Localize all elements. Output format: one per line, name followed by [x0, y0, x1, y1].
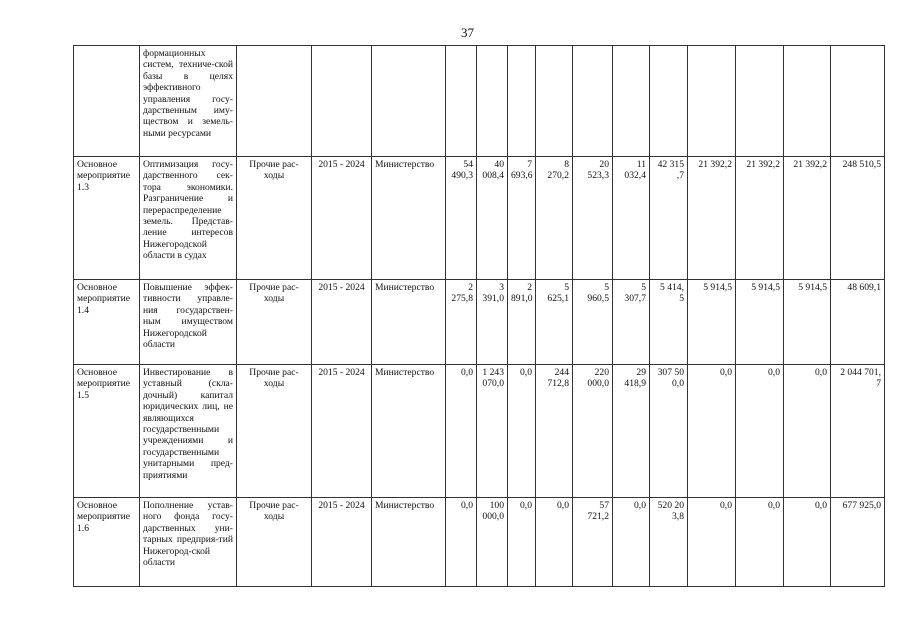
value-cell: 2 275,8: [446, 280, 477, 365]
value-cell: 5 914,5: [784, 280, 831, 365]
value-cell: 0,0: [736, 365, 784, 498]
expense-type-cell: Прочие рас- ходы: [237, 157, 312, 280]
executor-cell: Министерство: [372, 498, 446, 587]
value-cell: 5 307,7: [613, 280, 650, 365]
activity-name-cell: Пополнение устав-ного фонда госу-дарственных уни-тарных предприя-тий Нижегород-ской области: [140, 498, 237, 587]
value-cell: 220 000,0: [573, 365, 613, 498]
value-cell: 5 414, 5: [650, 280, 688, 365]
executor-cell: Министерство: [372, 157, 446, 280]
value-cell: [536, 46, 573, 157]
value-cell: 20 523,3: [573, 157, 613, 280]
budget-table: [73, 45, 885, 587]
activity-name-cell: формационных систем, техниче-ской базы в целях эффективного управления госу-дарственным иму-ществом и земель-ными ресурсами: [140, 46, 237, 157]
value-cell: [446, 46, 477, 157]
activity-code-cell: [74, 46, 140, 157]
value-cell: 0,0: [613, 498, 650, 587]
activity-name-cell: Оптимизация госу-дарственного сек-тора экономики. Разграничение и перераспределение земель. Представ-ление интересов Нижегородской области в судах: [140, 157, 237, 280]
value-cell: 21 392,2: [688, 157, 736, 280]
total-cell: 248 510,5: [831, 157, 885, 280]
value-cell: 0,0: [688, 365, 736, 498]
value-cell: 29 418,9: [613, 365, 650, 498]
value-cell: [477, 46, 508, 157]
period-cell: 2015 - 2024: [312, 157, 372, 280]
value-cell: 54 490,3: [446, 157, 477, 280]
value-cell: [784, 46, 831, 157]
activity-code-cell: Основное мероприятие 1.4: [74, 280, 140, 365]
value-cell: 5 960,5: [573, 280, 613, 365]
activity-code-cell: Основное мероприятие 1.3: [74, 157, 140, 280]
value-cell: 40 008,4: [477, 157, 508, 280]
value-cell: 5 625,1: [536, 280, 573, 365]
value-cell: [688, 46, 736, 157]
value-cell: [613, 46, 650, 157]
total-cell: 48 609,1: [831, 280, 885, 365]
total-cell: 677 925,0: [831, 498, 885, 587]
value-cell: 0,0: [784, 365, 831, 498]
value-cell: [508, 46, 536, 157]
expense-type-cell: Прочие рас- ходы: [237, 280, 312, 365]
value-cell: 2 891,0: [508, 280, 536, 365]
value-cell: 21 392,2: [784, 157, 831, 280]
value-cell: 244 712,8: [536, 365, 573, 498]
total-cell: 2 044 701, 7: [831, 365, 885, 498]
activity-code-cell: Основное мероприятие 1.5: [74, 365, 140, 498]
activity-code-cell: Основное мероприятие 1.6: [74, 498, 140, 587]
period-cell: 2015 - 2024: [312, 498, 372, 587]
value-cell: 3 391,0: [477, 280, 508, 365]
value-cell: 21 392,2: [736, 157, 784, 280]
table-row: [74, 365, 885, 498]
executor-cell: [372, 46, 446, 157]
value-cell: 0,0: [784, 498, 831, 587]
value-cell: 5 914,5: [736, 280, 784, 365]
value-cell: 8 270,2: [536, 157, 573, 280]
value-cell: 0,0: [446, 365, 477, 498]
activity-name-cell: Инвестирование в уставный (скла-дочный) капитал юридических лиц, не являющихся государственными учреждениями и государственными унитарными пред-приятиями: [140, 365, 237, 498]
table-row: [74, 46, 885, 157]
total-cell: [831, 46, 885, 157]
period-cell: [312, 46, 372, 157]
value-cell: 42 315 ,7: [650, 157, 688, 280]
expense-type-cell: Прочие рас- ходы: [237, 365, 312, 498]
activity-name-cell: Повышение эффек-тивности управле-ния государствен-ным имуществом Нижегородской области: [140, 280, 237, 365]
value-cell: 0,0: [536, 498, 573, 587]
value-cell: [650, 46, 688, 157]
value-cell: 0,0: [508, 498, 536, 587]
value-cell: 520 20 3,8: [650, 498, 688, 587]
value-cell: 307 50 0,0: [650, 365, 688, 498]
executor-cell: Министерство: [372, 365, 446, 498]
table-row: [74, 280, 885, 365]
value-cell: 0,0: [688, 498, 736, 587]
value-cell: [736, 46, 784, 157]
page-number: 37: [461, 25, 474, 40]
period-cell: 2015 - 2024: [312, 280, 372, 365]
value-cell: [573, 46, 613, 157]
value-cell: 1 243 070,0: [477, 365, 508, 498]
value-cell: 100 000,0: [477, 498, 508, 587]
period-cell: 2015 - 2024: [312, 365, 372, 498]
expense-type-cell: Прочие рас- ходы: [237, 498, 312, 587]
value-cell: 0,0: [446, 498, 477, 587]
value-cell: 11 032,4: [613, 157, 650, 280]
value-cell: 57 721,2: [573, 498, 613, 587]
table-row: [74, 498, 885, 587]
value-cell: 5 914,5: [688, 280, 736, 365]
value-cell: 0,0: [508, 365, 536, 498]
value-cell: 7 693,6: [508, 157, 536, 280]
executor-cell: Министерство: [372, 280, 446, 365]
value-cell: 0,0: [736, 498, 784, 587]
table-row: [74, 157, 885, 280]
expense-type-cell: [237, 46, 312, 157]
